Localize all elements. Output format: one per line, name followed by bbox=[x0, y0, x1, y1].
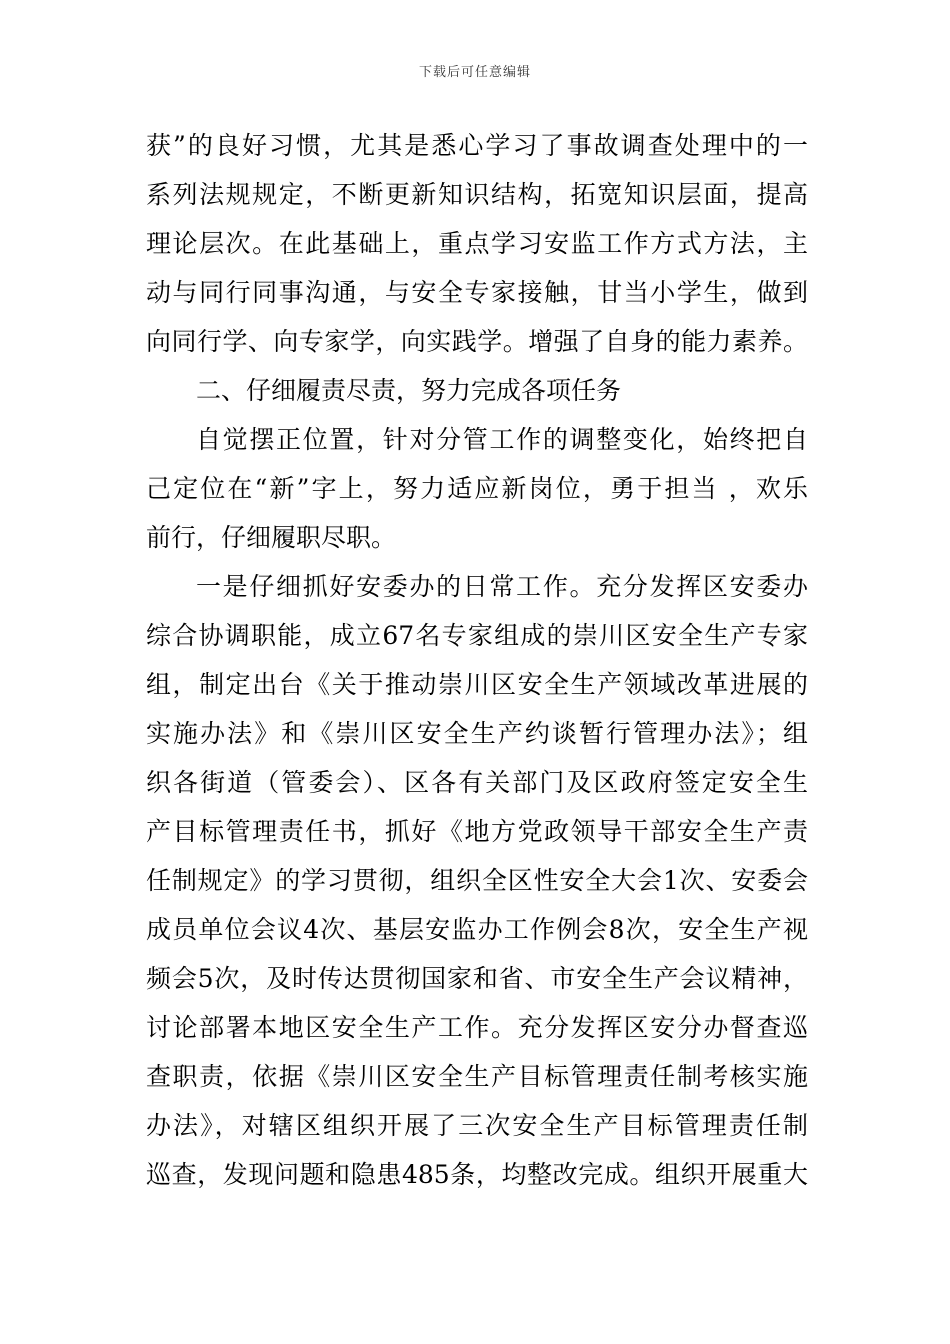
text-line: 组，制定出台《关于推动崇川区安全生产领域改革进展的 bbox=[146, 670, 808, 699]
text-line: 前行，仔细履职尽职。 bbox=[146, 523, 397, 552]
text-line: 向同行学、向专家学，向实践学。增强了自身的能力素养。 bbox=[146, 327, 808, 356]
text-line: 综合协调职能，成立67名专家组成的崇川区安全生产专家 bbox=[146, 621, 808, 650]
text-line: 二、仔细履责尽责，努力完成各项任务 bbox=[196, 376, 622, 405]
text-line: 办法》，对辖区组织开展了三次安全生产目标管理责任制 bbox=[146, 1111, 808, 1140]
page-header: 下载后可任意编辑 bbox=[418, 65, 531, 80]
text-line: 动与同行同事沟通，与安全专家接触，甘当小学生，做到 bbox=[146, 278, 808, 307]
text-line: 获”的良好习惯，尤其是悉心学习了事故调查处理中的一 bbox=[146, 131, 808, 160]
text-line: 查职责，依据《崇川区安全生产目标管理责任制考核实施 bbox=[146, 1062, 808, 1091]
text-line: 系列法规规定，不断更新知识结构，拓宽知识层面，提高 bbox=[146, 180, 808, 209]
text-line: 巡查，发现问题和隐患485条，均整改完成。组织开展重大 bbox=[146, 1160, 808, 1189]
text-line: 成员单位会议4次、基层安监办工作例会8次，安全生产视 bbox=[146, 915, 808, 944]
text-line: 理论层次。在此基础上，重点学习安监工作方式方法，主 bbox=[146, 229, 808, 258]
text-line: 实施办法》和《崇川区安全生产约谈暂行管理办法》；组 bbox=[146, 719, 808, 748]
text-line: 频会5次，及时传达贯彻国家和省、市安全生产会议精神， bbox=[146, 964, 808, 993]
text-line: 任制规定》的学习贯彻，组织全区性安全大会1次、安委会 bbox=[146, 866, 808, 895]
text-line: 产目标管理责任书，抓好《地方党政领导干部安全生产责 bbox=[146, 817, 808, 846]
text-line: 织各街道（管委会）、区各有关部门及区政府签定安全生 bbox=[146, 768, 808, 797]
text-line: 一是仔细抓好安委办的日常工作。充分发挥区安委办 bbox=[196, 572, 808, 601]
text-line: 己定位在“新”字上，努力适应新岗位，勇于担当 ，欢乐 bbox=[146, 474, 808, 503]
text-line: 自觉摆正位置，针对分管工作的调整变化，始终把自 bbox=[196, 425, 808, 454]
document-body bbox=[146, 121, 808, 1199]
text-line: 讨论部署本地区安全生产工作。充分发挥区安分办督查巡 bbox=[146, 1013, 808, 1042]
